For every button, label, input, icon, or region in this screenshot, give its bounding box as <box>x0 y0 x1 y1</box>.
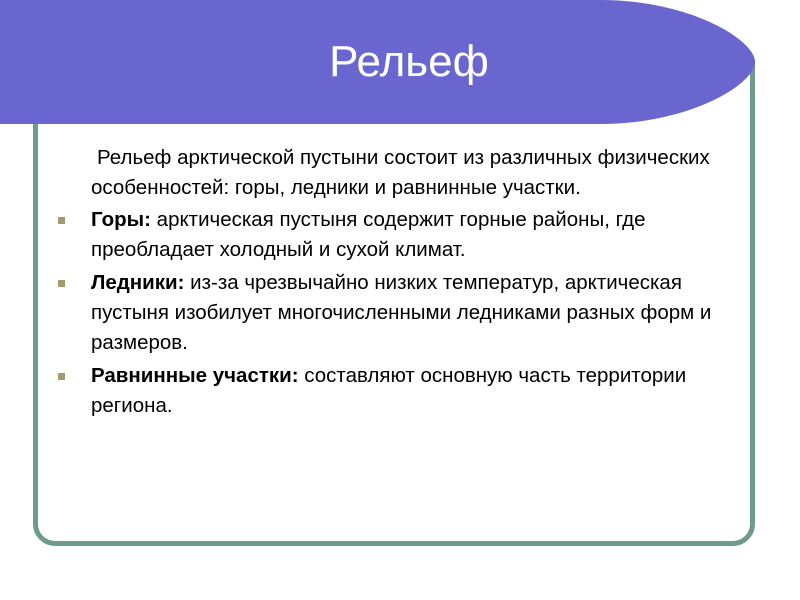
bullet-marker <box>58 280 65 287</box>
bullet-marker <box>58 373 65 380</box>
slide-title: Рельеф <box>329 37 489 86</box>
bullet-marker <box>58 217 65 224</box>
bullet-term: Равнинные участки: <box>91 364 299 387</box>
bullet-text: составляют основную часть территории региона. <box>91 364 687 417</box>
bullet-term: Горы: <box>91 208 151 231</box>
bullet-item-glaciers <box>55 268 735 358</box>
bullet-item-plains <box>55 361 735 421</box>
bullet-item-mountains <box>55 205 735 265</box>
intro-paragraph: Рельеф арктической пустыни состоит из различных физических особенностей: горы, ледники и равнинные участки. <box>91 146 710 199</box>
bullet-list <box>55 205 735 421</box>
bullet-text: из-за чрезвычайно низких температур, арктическая пустыня изобилует многочисленными ледниками разных форм и размеров. <box>91 271 712 354</box>
title-banner <box>0 0 800 125</box>
bullet-text: арктическая пустыня содержит горные районы, где преобладает холодный и сухой климат. <box>91 208 646 261</box>
slide-body <box>55 143 735 424</box>
bullet-term: Ледники: <box>91 271 185 294</box>
